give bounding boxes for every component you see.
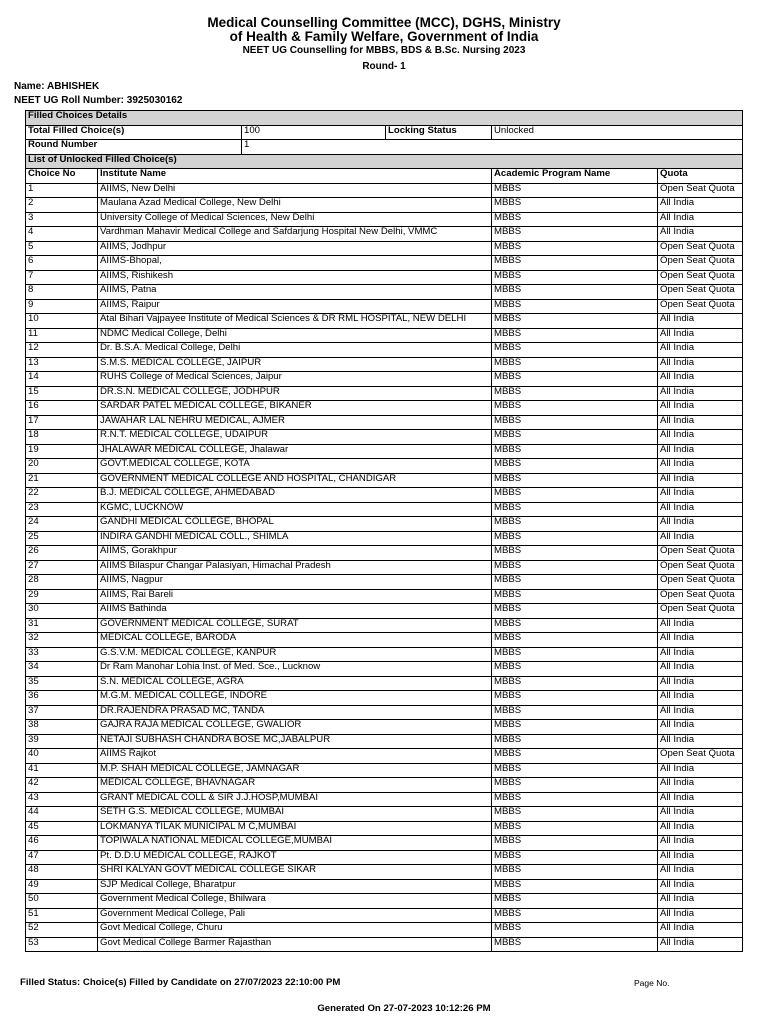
program-cell: MBBS [492, 821, 658, 836]
col-quota: Quota [658, 169, 743, 184]
quota-cell: All India [658, 401, 743, 416]
col-choice-no: Choice No [26, 169, 98, 184]
choice-no-cell: 39 [26, 734, 98, 749]
details-title: Filled Choices Details [26, 111, 743, 126]
choice-no-cell: 5 [26, 241, 98, 256]
table-row [26, 691, 743, 706]
choice-no-cell: 33 [26, 647, 98, 662]
choice-no-cell: 51 [26, 908, 98, 923]
choice-no-cell: 28 [26, 575, 98, 590]
choice-no-cell: 25 [26, 531, 98, 546]
institute-cell: NETAJI SUBHASH CHANDRA BOSE MC,JABALPUR [98, 734, 492, 749]
table-row [26, 357, 743, 372]
choice-no-cell: 49 [26, 879, 98, 894]
table-row [26, 328, 743, 343]
institute-cell: University College of Medical Sciences, New Delhi [98, 212, 492, 227]
table-row [26, 401, 743, 416]
program-cell: MBBS [492, 328, 658, 343]
table-row [26, 575, 743, 590]
program-cell: MBBS [492, 662, 658, 677]
quota-cell: Open Seat Quota [658, 546, 743, 561]
quota-cell: All India [658, 894, 743, 909]
table-row [26, 198, 743, 213]
table-row [26, 459, 743, 474]
program-cell: MBBS [492, 850, 658, 865]
program-cell: MBBS [492, 923, 658, 938]
institute-cell: AIIMS Bilaspur Changar Palasiyan, Himachal Pradesh [98, 560, 492, 575]
quota-cell: All India [658, 343, 743, 358]
institute-cell: GOVT.MEDICAL COLLEGE, KOTA [98, 459, 492, 474]
quota-cell: All India [658, 734, 743, 749]
institute-cell: INDIRA GANDHI MEDICAL COLL., SHIMLA [98, 531, 492, 546]
quota-cell: All India [658, 386, 743, 401]
table-row [26, 386, 743, 401]
quota-cell: All India [658, 908, 743, 923]
table-row [26, 633, 743, 648]
choice-no-cell: 48 [26, 865, 98, 880]
program-cell: MBBS [492, 546, 658, 561]
quota-cell: All India [658, 198, 743, 213]
quota-cell: Open Seat Quota [658, 285, 743, 300]
program-cell: MBBS [492, 633, 658, 648]
program-cell: MBBS [492, 314, 658, 329]
program-cell: MBBS [492, 299, 658, 314]
choice-no-cell: 45 [26, 821, 98, 836]
choice-no-cell: 37 [26, 705, 98, 720]
program-cell: MBBS [492, 908, 658, 923]
institute-cell: SHRI KALYAN GOVT MEDICAL COLLEGE SIKAR [98, 865, 492, 880]
table-row [26, 865, 743, 880]
program-cell: MBBS [492, 865, 658, 880]
institute-cell: Govt Medical College Barmer Rajasthan [98, 937, 492, 952]
choice-no-cell: 18 [26, 430, 98, 445]
quota-cell: Open Seat Quota [658, 299, 743, 314]
program-cell: MBBS [492, 720, 658, 735]
institute-cell: AIIMS, Jodhpur [98, 241, 492, 256]
institute-cell: M.G.M. MEDICAL COLLEGE, INDORE [98, 691, 492, 706]
institute-cell: JHALAWAR MEDICAL COLLEGE, Jhalawar [98, 444, 492, 459]
program-cell: MBBS [492, 241, 658, 256]
table-row [26, 430, 743, 445]
choice-no-cell: 36 [26, 691, 98, 706]
institute-cell: SARDAR PATEL MEDICAL COLLEGE, BIKANER [98, 401, 492, 416]
table-row [26, 908, 743, 923]
program-cell: MBBS [492, 357, 658, 372]
program-cell: MBBS [492, 792, 658, 807]
table-row [26, 720, 743, 735]
institute-cell: RUHS College of Medical Sciences, Jaipur [98, 372, 492, 387]
institute-cell: AIIMS, Nagpur [98, 575, 492, 590]
institute-cell: SETH G.S. MEDICAL COLLEGE, MUMBAI [98, 807, 492, 822]
table-row [26, 879, 743, 894]
table-row [26, 372, 743, 387]
choice-no-cell: 44 [26, 807, 98, 822]
choice-no-cell: 19 [26, 444, 98, 459]
choice-no-cell: 23 [26, 502, 98, 517]
quota-cell: All India [658, 720, 743, 735]
page-number: Page No. [634, 978, 670, 988]
program-cell: MBBS [492, 589, 658, 604]
quota-cell: All India [658, 531, 743, 546]
choice-no-cell: 12 [26, 343, 98, 358]
quota-cell: All India [658, 459, 743, 474]
choice-no-cell: 20 [26, 459, 98, 474]
total-label: Total Filled Choice(s) [26, 125, 242, 140]
quota-cell: Open Seat Quota [658, 589, 743, 604]
institute-cell: Government Medical College, Pali [98, 908, 492, 923]
quota-cell: All India [658, 821, 743, 836]
quota-cell: All India [658, 923, 743, 938]
institute-cell: B.J. MEDICAL COLLEGE, AHMEDABAD [98, 488, 492, 503]
program-cell: MBBS [492, 459, 658, 474]
page-title: Medical Counselling Committee (MCC), DGHS, Ministry of Health & Family Welfare, Government of India [207, 15, 561, 44]
quota-cell: Open Seat Quota [658, 241, 743, 256]
choice-no-cell: 24 [26, 517, 98, 532]
program-cell: MBBS [492, 879, 658, 894]
choice-no-cell: 53 [26, 937, 98, 952]
list-section-header [26, 154, 743, 169]
quota-cell: All India [658, 778, 743, 793]
quota-cell: All India [658, 372, 743, 387]
quota-cell: Open Seat Quota [658, 270, 743, 285]
table-row [26, 734, 743, 749]
institute-cell: JAWAHAR LAL NEHRU MEDICAL, AJMER [98, 415, 492, 430]
table-row [26, 807, 743, 822]
quota-cell: All India [658, 227, 743, 242]
col-program: Academic Program Name [492, 169, 658, 184]
institute-cell: GOVERNMENT MEDICAL COLLEGE AND HOSPITAL, CHANDIGAR [98, 473, 492, 488]
quota-cell: All India [658, 473, 743, 488]
institute-cell: TOPIWALA NATIONAL MEDICAL COLLEGE,MUMBAI [98, 836, 492, 851]
quota-cell: Open Seat Quota [658, 256, 743, 271]
choice-no-cell: 9 [26, 299, 98, 314]
institute-cell: GANDHI MEDICAL COLLEGE, BHOPAL [98, 517, 492, 532]
institute-cell: AIIMS-Bhopal, [98, 256, 492, 271]
institute-cell: LOKMANYA TILAK MUNICIPAL M C,MUMBAI [98, 821, 492, 836]
total-value: 100 [242, 125, 386, 140]
table-row [26, 778, 743, 793]
institute-cell: GRANT MEDICAL COLL & SIR J.J.HOSP,MUMBAI [98, 792, 492, 807]
institute-cell: Dr Ram Manohar Lohia Inst. of Med. Sce., Lucknow [98, 662, 492, 677]
table-row [26, 502, 743, 517]
table-row [26, 749, 743, 764]
quota-cell: All India [658, 517, 743, 532]
table-row [26, 618, 743, 633]
table-row [26, 705, 743, 720]
quota-cell: Open Seat Quota [658, 183, 743, 198]
table-row [26, 473, 743, 488]
program-cell: MBBS [492, 763, 658, 778]
program-cell: MBBS [492, 372, 658, 387]
program-cell: MBBS [492, 575, 658, 590]
program-cell: MBBS [492, 198, 658, 213]
program-cell: MBBS [492, 502, 658, 517]
choice-no-cell: 30 [26, 604, 98, 619]
institute-cell: G.S.V.M. MEDICAL COLLEGE, KANPUR [98, 647, 492, 662]
candidate-name: Name: ABHISHEK [14, 81, 100, 92]
institute-cell: SJP Medical College, Bharatpur [98, 879, 492, 894]
quota-cell: All India [658, 705, 743, 720]
institute-cell: AIIMS Bathinda [98, 604, 492, 619]
institute-cell: M.P. SHAH MEDICAL COLLEGE, JAMNAGAR [98, 763, 492, 778]
program-cell: MBBS [492, 734, 658, 749]
institute-cell: MEDICAL COLLEGE, BARODA [98, 633, 492, 648]
round-number-label: Round Number [26, 140, 242, 155]
table-row [26, 662, 743, 677]
program-cell: MBBS [492, 676, 658, 691]
locking-value: Unlocked [492, 125, 743, 140]
program-cell: MBBS [492, 212, 658, 227]
quota-cell: All India [658, 662, 743, 677]
program-cell: MBBS [492, 647, 658, 662]
program-cell: MBBS [492, 618, 658, 633]
choice-no-cell: 38 [26, 720, 98, 735]
table-row [26, 589, 743, 604]
choice-no-cell: 35 [26, 676, 98, 691]
program-cell: MBBS [492, 430, 658, 445]
quota-cell: All India [658, 937, 743, 952]
program-cell: MBBS [492, 836, 658, 851]
choice-no-cell: 15 [26, 386, 98, 401]
quota-cell: All India [658, 357, 743, 372]
round-number-value: 1 [242, 140, 743, 155]
choice-no-cell: 11 [26, 328, 98, 343]
quota-cell: All India [658, 415, 743, 430]
institute-cell: AIIMS, New Delhi [98, 183, 492, 198]
choice-no-cell: 40 [26, 749, 98, 764]
choice-no-cell: 17 [26, 415, 98, 430]
table-row [26, 241, 743, 256]
institute-cell: S.N. MEDICAL COLLEGE, AGRA [98, 676, 492, 691]
col-institute: Institute Name [98, 169, 492, 184]
table-row [26, 285, 743, 300]
institute-cell: MEDICAL COLLEGE, BHAVNAGAR [98, 778, 492, 793]
institute-cell: AIIMS, Rai Bareli [98, 589, 492, 604]
program-cell: MBBS [492, 937, 658, 952]
institute-cell: Govt Medical College, Churu [98, 923, 492, 938]
choices-table [25, 110, 743, 952]
institute-cell: GAJRA RAJA MEDICAL COLLEGE, GWALIOR [98, 720, 492, 735]
table-row [26, 415, 743, 430]
quota-cell: All India [658, 850, 743, 865]
program-cell: MBBS [492, 807, 658, 822]
choice-no-cell: 52 [26, 923, 98, 938]
quota-cell: All India [658, 792, 743, 807]
program-cell: MBBS [492, 386, 658, 401]
details-section-header [26, 111, 743, 126]
quota-cell: Open Seat Quota [658, 749, 743, 764]
institute-cell: AIIMS, Rishikesh [98, 270, 492, 285]
round-label: Round- 1 [362, 61, 406, 72]
choice-no-cell: 4 [26, 227, 98, 242]
quota-cell: All India [658, 314, 743, 329]
quota-cell: Open Seat Quota [658, 575, 743, 590]
institute-cell: Vardhman Mahavir Medical College and Safdarjung Hospital New Delhi, VMMC [98, 227, 492, 242]
quota-cell: All India [658, 502, 743, 517]
institute-cell: DR.RAJENDRA PRASAD MC, TANDA [98, 705, 492, 720]
table-row [26, 227, 743, 242]
institute-cell: Government Medical College, Bhilwara [98, 894, 492, 909]
choice-no-cell: 43 [26, 792, 98, 807]
quota-cell: Open Seat Quota [658, 560, 743, 575]
list-title: List of Unlocked Filled Choice(s) [26, 154, 743, 169]
table-row [26, 923, 743, 938]
program-cell: MBBS [492, 473, 658, 488]
table-row [26, 763, 743, 778]
total-row [26, 125, 743, 140]
choice-no-cell: 16 [26, 401, 98, 416]
institute-cell: KGMC, LUCKNOW [98, 502, 492, 517]
program-cell: MBBS [492, 705, 658, 720]
choice-no-cell: 13 [26, 357, 98, 372]
table-row [26, 546, 743, 561]
choice-no-cell: 41 [26, 763, 98, 778]
choice-no-cell: 14 [26, 372, 98, 387]
institute-cell: R.N.T. MEDICAL COLLEGE, UDAIPUR [98, 430, 492, 445]
table-row [26, 647, 743, 662]
quota-cell: All India [658, 879, 743, 894]
table-row [26, 299, 743, 314]
table-row [26, 937, 743, 952]
quota-cell: All India [658, 647, 743, 662]
quota-cell: All India [658, 444, 743, 459]
page-subtitle: NEET UG Counselling for MBBS, BDS & B.Sc. Nursing 2023 [242, 45, 526, 56]
choice-no-cell: 8 [26, 285, 98, 300]
program-cell: MBBS [492, 749, 658, 764]
program-cell: MBBS [492, 227, 658, 242]
quota-cell: All India [658, 633, 743, 648]
institute-cell: AIIMS, Patna [98, 285, 492, 300]
choice-no-cell: 10 [26, 314, 98, 329]
quota-cell: All India [658, 865, 743, 880]
table-row [26, 531, 743, 546]
institute-cell: AIIMS, Raipur [98, 299, 492, 314]
quota-cell: All India [658, 430, 743, 445]
choice-no-cell: 32 [26, 633, 98, 648]
institute-cell: AIIMS, Gorakhpur [98, 546, 492, 561]
choice-no-cell: 3 [26, 212, 98, 227]
choice-no-cell: 34 [26, 662, 98, 677]
quota-cell: All India [658, 836, 743, 851]
table-row [26, 676, 743, 691]
institute-cell: Dr. B.S.A. Medical College, Delhi [98, 343, 492, 358]
choice-no-cell: 6 [26, 256, 98, 271]
program-cell: MBBS [492, 691, 658, 706]
quota-cell: All India [658, 328, 743, 343]
table-row [26, 444, 743, 459]
quota-cell: All India [658, 212, 743, 227]
table-row [26, 836, 743, 851]
choice-no-cell: 2 [26, 198, 98, 213]
choice-no-cell: 27 [26, 560, 98, 575]
table-row [26, 343, 743, 358]
quota-cell: All India [658, 807, 743, 822]
quota-cell: All India [658, 618, 743, 633]
choice-no-cell: 1 [26, 183, 98, 198]
institute-cell: Atal Bihari Vajpayee Institute of Medical Sciences & DR RML HOSPITAL, NEW DELHI [98, 314, 492, 329]
choice-no-cell: 46 [26, 836, 98, 851]
table-row [26, 850, 743, 865]
program-cell: MBBS [492, 517, 658, 532]
institute-cell: NDMC Medical College, Delhi [98, 328, 492, 343]
institute-cell: DR.S.N. MEDICAL COLLEGE, JODHPUR [98, 386, 492, 401]
program-cell: MBBS [492, 285, 658, 300]
table-row [26, 183, 743, 198]
round-row [26, 140, 743, 155]
program-cell: MBBS [492, 444, 658, 459]
table-row [26, 792, 743, 807]
choice-no-cell: 7 [26, 270, 98, 285]
locking-label: Locking Status [386, 125, 492, 140]
choice-no-cell: 42 [26, 778, 98, 793]
program-cell: MBBS [492, 531, 658, 546]
table-row [26, 821, 743, 836]
table-row [26, 894, 743, 909]
program-cell: MBBS [492, 604, 658, 619]
institute-cell: AIIMS Rajkot [98, 749, 492, 764]
quota-cell: All India [658, 763, 743, 778]
program-cell: MBBS [492, 894, 658, 909]
column-headers [26, 169, 743, 184]
quota-cell: All India [658, 488, 743, 503]
quota-cell: All India [658, 691, 743, 706]
choice-no-cell: 29 [26, 589, 98, 604]
program-cell: MBBS [492, 256, 658, 271]
table-row [26, 488, 743, 503]
institute-cell: Maulana Azad Medical College, New Delhi [98, 198, 492, 213]
choice-no-cell: 31 [26, 618, 98, 633]
table-row [26, 314, 743, 329]
table-row [26, 560, 743, 575]
choice-no-cell: 50 [26, 894, 98, 909]
choice-no-cell: 47 [26, 850, 98, 865]
program-cell: MBBS [492, 270, 658, 285]
roll-number: NEET UG Roll Number: 3925030162 [14, 95, 183, 106]
quota-cell: Open Seat Quota [658, 604, 743, 619]
program-cell: MBBS [492, 560, 658, 575]
program-cell: MBBS [492, 343, 658, 358]
program-cell: MBBS [492, 415, 658, 430]
table-row [26, 256, 743, 271]
quota-cell: All India [658, 676, 743, 691]
institute-cell: GOVERNMENT MEDICAL COLLEGE, SURAT [98, 618, 492, 633]
choice-no-cell: 22 [26, 488, 98, 503]
table-row [26, 604, 743, 619]
program-cell: MBBS [492, 183, 658, 198]
program-cell: MBBS [492, 401, 658, 416]
program-cell: MBBS [492, 488, 658, 503]
choice-no-cell: 26 [26, 546, 98, 561]
program-cell: MBBS [492, 778, 658, 793]
institute-cell: S.M.S. MEDICAL COLLEGE, JAIPUR [98, 357, 492, 372]
choice-no-cell: 21 [26, 473, 98, 488]
table-row [26, 212, 743, 227]
generated-on: Generated On 27-07-2023 10:12:26 PM [317, 1003, 491, 1014]
table-row [26, 270, 743, 285]
filled-status: Filled Status: Choice(s) Filled by Candidate on 27/07/2023 22:10:00 PM [20, 977, 341, 988]
table-row [26, 517, 743, 532]
institute-cell: Pt. D.D.U MEDICAL COLLEGE, RAJKOT [98, 850, 492, 865]
